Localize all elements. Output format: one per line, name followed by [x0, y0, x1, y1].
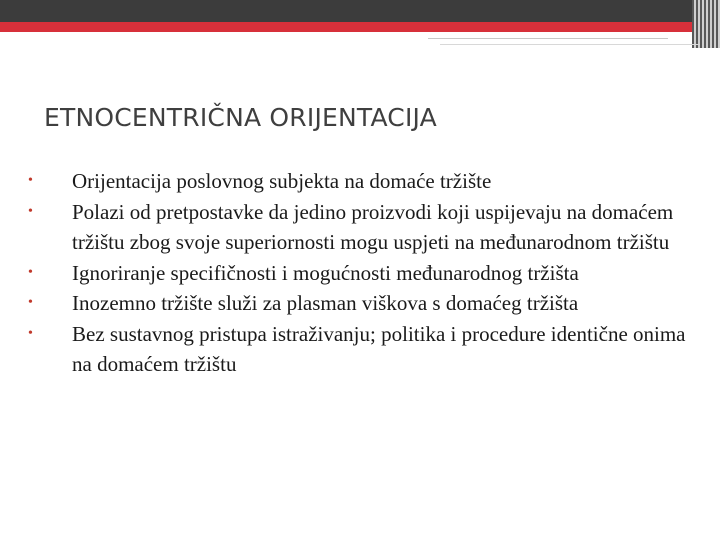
bullet-icon: •: [28, 325, 33, 341]
bullet-text: Inozemno tržište služi za plasman viškova s domaćeg tržišta: [72, 291, 579, 315]
header-stripe-pattern: [692, 0, 720, 48]
header-red-band: [0, 22, 692, 32]
bullet-icon: •: [28, 173, 33, 188]
bullet-text: Bez sustavnog pristupa istraživanju; politika i procedure identične onima na domaćem tržištu: [72, 321, 686, 376]
bullet-text: Polazi od pretpostavke da jedino proizvodi koji uspijevaju na domaćem tržištu zbog svoje superiornosti mogu uspjeti na međunarodnom tržištu: [72, 199, 674, 254]
decorative-header-bar: [0, 0, 720, 48]
bullet-item: [26, 166, 686, 197]
bullet-icon: •: [28, 264, 33, 280]
bullet-list: [26, 166, 686, 380]
bullet-item: [26, 197, 686, 258]
header-thin-line: [440, 44, 700, 45]
bullet-text: Orijentacija poslovnog subjekta na domaće tržište: [72, 169, 492, 193]
bullet-item: [26, 288, 686, 319]
bullet-icon: •: [28, 203, 33, 219]
header-dark-band: [0, 0, 692, 22]
bullet-item: [26, 258, 686, 289]
bullet-text: Ignoriranje specifičnosti i mogućnosti međunarodnog tržišta: [72, 260, 579, 285]
slide-title: ETNOCENTRIČNA ORIJENTACIJA: [44, 103, 437, 132]
bullet-item: [26, 319, 686, 380]
header-thin-line: [428, 38, 668, 39]
bullet-icon: •: [28, 295, 33, 310]
